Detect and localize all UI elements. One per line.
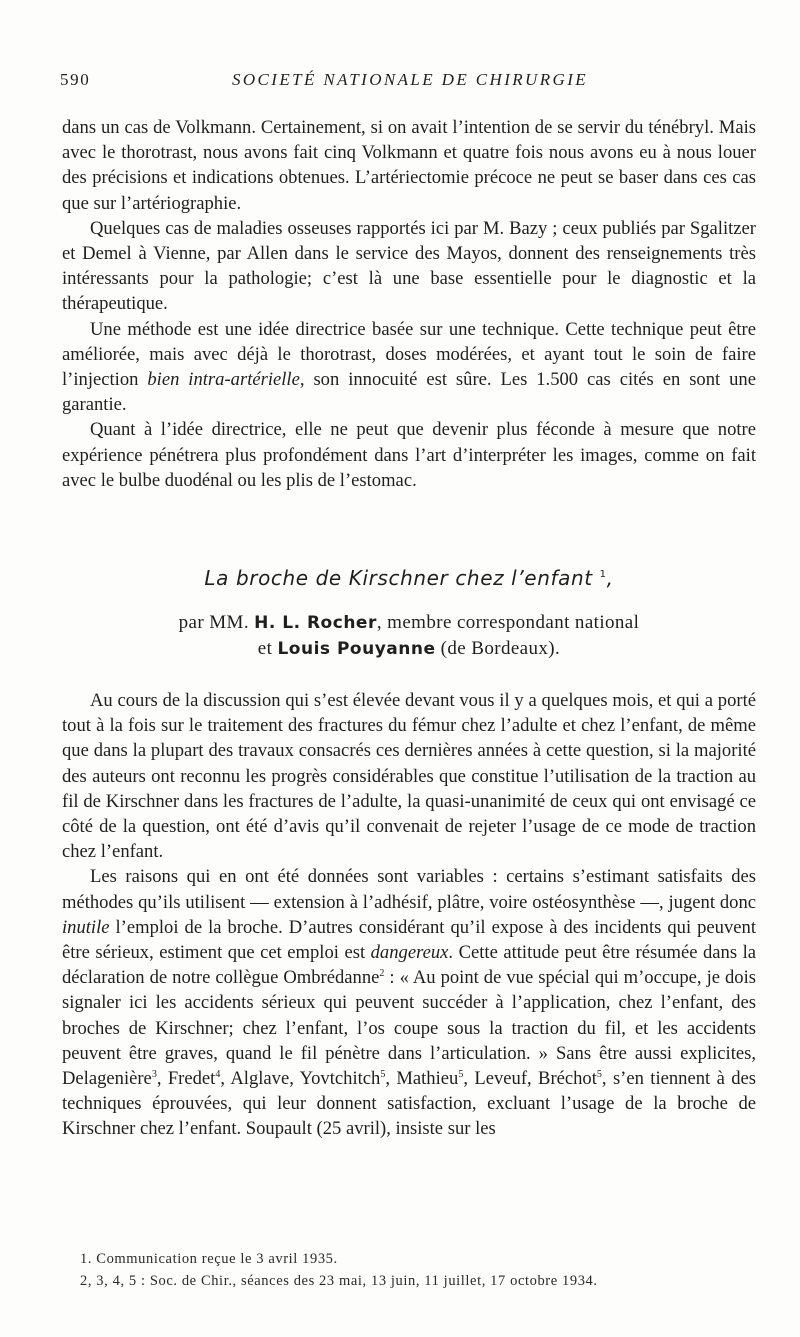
author-name: H. L. Rocher	[254, 613, 377, 633]
paragraph	[62, 864, 756, 1141]
footnote-ref: 2	[379, 968, 385, 980]
footnote-ref: 3	[151, 1069, 157, 1081]
text-run: , Leveuf, Bréchot	[463, 1068, 597, 1090]
footnote-ref: 5	[596, 1069, 602, 1081]
text-run: : « Au point de vue spécial qui m’occupe, je dois signaler ici les accidents sérieux qui peuvent succéder à l’application, chez l’enfant, des broches de Kirschner; chez l’enfant, l’os coupe sous la traction du fil, et les accidents peuvent être graves, quand le fil pénètre dans l’articulation. » Sans être aussi explicites, Delagenière	[62, 967, 756, 1090]
paragraph: Au cours de la discussion qui s’est élevée devant vous il y a quelques mois, et qui a porté tout à la fois sur le traitement des fractures du fémur chez l’adulte et chez l’enfant, de même que dans la plupart des travaux consacrés ces dernières années à cette question, si la majorité des auteurs ont reconnu les progrès considérables que constitue l’utilisation de la traction au fil de Kirschner dans les fractures de l’adulte, la quasi-unanimité de ceux qui ont envisagé ce côté de la question, ont été d’avis qu’il convenait de rejeter l’usage de ce mode de traction chez l’enfant.	[62, 690, 756, 863]
text-run: , s’en tiennent à des techniques éprouvées, qui leur donnent satisfaction, excluant l’usage de la broche de Kirschner chez l’enfant. Soupault (25 avril), insiste sur les	[62, 1068, 756, 1140]
text-run: . Cette attitude peut être résumée dans la déclaration de notre collègue Ombrédanne	[62, 942, 756, 989]
paragraph: Quant à l’idée directrice, elle ne peut que devenir plus féconde à mesure que notre expérience pénétrera plus profondément dans l’art d’interpréter les images, comme on fait avec le bulbe duodénal ou les plis de l’estomac.	[62, 419, 756, 491]
text-run: , son innocuité est sûre. Les 1.500 cas cités en sont une garantie.	[62, 369, 756, 416]
footnotes	[80, 1248, 760, 1292]
text-run: Une méthode est une idée directrice basée sur une technique. Cette technique peut être améliorée, mais avec déjà le thorotrast, doses modérées, et ayant tout le soin de faire l’injection	[62, 318, 756, 391]
byline-line	[62, 610, 756, 636]
footnote: 2, 3, 4, 5 : Soc. de Chir., séances des 23 mai, 13 juin, 11 juillet, 17 octobre 1934.	[80, 1273, 598, 1289]
text-run: l’emploi de la broche. D’autres considérant qu’il expose à des incidents qui peuvent être sérieux, estiment que cet emploi est	[62, 916, 756, 964]
text-run: , Mathieu	[385, 1068, 459, 1090]
text-run: , Fredet	[156, 1068, 216, 1090]
byline-line	[62, 636, 756, 662]
footnote-ref: 5	[458, 1069, 464, 1081]
paragraph	[62, 317, 756, 418]
paragraph: Quelques cas de maladies osseuses rapportés ici par M. Bazy ; ceux publiés par Sgalitzer et Demel à Vienne, par Allen dans le service des Mayos, donnent des renseignements très intéressants pour la pathologie; c’est là une base essentielle pour le diagnostic et la thérapeutique.	[62, 217, 756, 315]
emphasis: bien intra-artérielle	[147, 369, 300, 391]
emphasis: dangereux	[370, 942, 449, 964]
paragraph: dans un cas de Volkmann. Certainement, si on avait l’intention de se servir du ténébryl. Mais avec le thorotrast, nous avons fait cinq Volkmann et quatre fois nous avons eu à nous louer des précisions et indications obtenues. L’artériectomie précoce ne peut se baser dans ces cas que sur l’artériographie.	[62, 117, 756, 214]
footnote-ref: 1	[599, 569, 607, 580]
byline-text: (de Bordeaux).	[435, 638, 561, 659]
byline	[62, 610, 756, 662]
intro-text	[62, 115, 756, 493]
running-head	[60, 70, 760, 96]
page-number: 590	[60, 70, 91, 89]
footnote-ref: 5	[380, 1069, 386, 1081]
journal-title: SOCIETÉ NATIONALE DE CHIRURGIE	[231, 70, 589, 89]
text-run: Les raisons qui en ont été données sont variables : certains s’estimant satisfaits des méthodes qu’ils utilisent — extension à l’adhésif, plâtre, voire ostéosynthèse —, jugent donc	[62, 866, 756, 913]
byline-text: par MM.	[178, 612, 255, 633]
author-name: Louis Pouyanne	[277, 639, 436, 659]
article-title	[62, 566, 756, 590]
article-body	[62, 688, 756, 1142]
text-run: , Alglave, Yovtchitch	[220, 1068, 381, 1090]
title-text: La broche de Kirschner chez l’enfant	[204, 566, 593, 590]
emphasis: inutile	[62, 916, 110, 938]
footnote-ref: 4	[215, 1069, 221, 1081]
title-punctuation: ,	[606, 566, 614, 590]
byline-text: et	[257, 638, 278, 659]
byline-text: , membre correspondant national	[376, 612, 640, 633]
footnote: 1. Communication reçue le 3 avril 1935.	[80, 1251, 338, 1267]
